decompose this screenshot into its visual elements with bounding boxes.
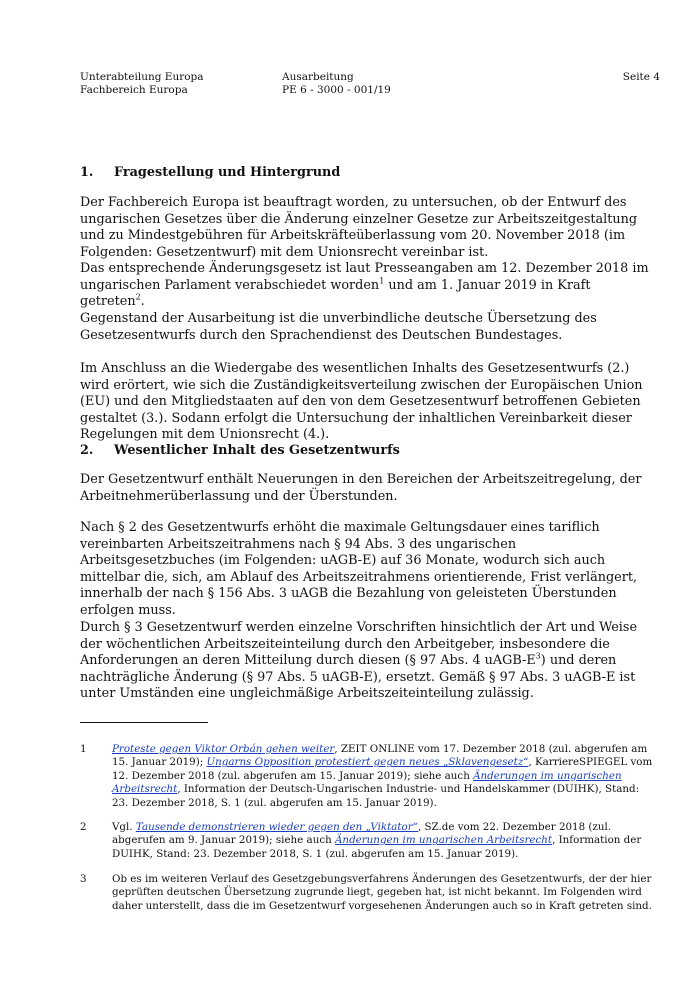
footnote-text xyxy=(112,821,653,861)
header-section: Fachbereich Europa xyxy=(80,84,188,96)
header-page-number: Seite 4 xyxy=(622,71,660,83)
footnote-ref-2[interactable]: 2 xyxy=(135,292,141,302)
section-2-paragraph-1 xyxy=(80,472,653,505)
footnote-number: 3 xyxy=(80,873,87,885)
section-1-number: 1. xyxy=(80,165,94,180)
footnote-1-link-spiegel[interactable]: Ungarns Opposition protestiert gegen neues „Sklavengesetz“ xyxy=(206,756,529,769)
section-2-number: 2. xyxy=(80,443,94,458)
paragraph-text: Der Fachbereich Europa ist beauftragt worden, zu untersuchen, ob der Entwurf des ungarischen Gesetzes über die Änderung einzelner Gesetze zur Arbeitszeitgestaltung und zu Mindestgebühren für Arbeitskräfteüberlassung vom 20. November 2018 (im Folgenden: Gesetzentwurf) mit dem Unionsrecht vereinbar ist. xyxy=(80,195,638,260)
section-1-paragraph-4 xyxy=(80,361,653,444)
footnote-2-link-sz[interactable]: Tausende demonstrieren wieder gegen den „Viktator“ xyxy=(135,821,418,833)
header-doc-type: Ausarbeitung xyxy=(282,71,354,83)
section-1-paragraph-1 xyxy=(80,195,653,261)
footnote-1-link-duihk[interactable]: Änderungen im ungarischen Arbeitsrecht xyxy=(112,769,622,796)
paragraph-text: Gegenstand der Ausarbeitung ist die unverbindliche deutsche Übersetzung des Gesetzesentwurfs durch den Sprachendienst des Deutschen Bundestages. xyxy=(80,311,597,343)
text-span: , KarriereSPIEGEL vom 12. Dezember 2018 (zul. abgerufen am 15. Januar 2019); siehe auch xyxy=(112,756,653,782)
text-span: Das entsprechende Änderungsgesetz ist laut Presseangaben am 12. Dezember 2018 im ungarischen Parlament verabschiedet worden xyxy=(80,261,649,293)
section-2-heading xyxy=(80,443,400,458)
text-span: ) und deren nachträgliche Änderung (§ 97 Abs. 5 uAGB-E), ersetzt. Gemäß § 97 Abs. 3 uAGB-E ist unter Umständen eine ungleichmäßige Arbeitszeiteinteilung zulässig. xyxy=(80,653,636,701)
section-2-paragraph-2 xyxy=(80,520,653,619)
footnote-divider xyxy=(80,722,208,723)
header-middle xyxy=(282,71,391,97)
paragraph-text: Nach § 2 des Gesetzentwurfs erhöht die maximale Geltungsdauer eines tariflich vereinbarten Arbeitszeitrahmens nach § 94 Abs. 3 des ungarischen Arbeitsgesetzbuches (im Folgenden: uAGB-E) auf 36 Monate, wodurch sich auch mittelbar die, sich, am Ablauf des Arbeitszeitrahmens orientierende, Frist verlängert, innerhalb der nach § 156 Abs. 3 uAGB die Bezahlung von geleisteten Überstunden erfolgen muss. xyxy=(80,520,638,618)
section-1-paragraph-3 xyxy=(80,311,653,344)
footnote-text: Ob es im weiteren Verlauf des Gesetzgebungsverfahrens Änderungen des Gesetzentwurfs, der der hier geprüften deutschen Übersetzung zugrunde liegt, gegeben hat, ist nicht bekannt. Im Folgenden wird daher unterstellt, dass die im Gesetzentwurf vorgesehenen Änderungen auch so in Kraft getreten sind. xyxy=(112,873,652,912)
paragraph-text xyxy=(80,620,653,703)
footnote-number: 2 xyxy=(80,821,87,833)
section-1-heading xyxy=(80,165,340,180)
section-1-title: Fragestellung und Hintergrund xyxy=(114,165,341,180)
header-doc-number: PE 6 - 3000 - 001/19 xyxy=(282,84,391,96)
footnote-ref-3[interactable]: 3 xyxy=(535,651,541,661)
section-1-paragraph-2 xyxy=(80,261,653,311)
text-span: . xyxy=(140,294,145,309)
header-department: Unterabteilung Europa xyxy=(80,71,204,83)
footnote-3 xyxy=(80,873,653,913)
paragraph-text: Der Gesetzentwurf enthält Neuerungen in den Bereichen der Arbeitszeitregelung, der Arbeitnehmerüberlassung und der Überstunden. xyxy=(80,472,642,504)
paragraph-text: Im Anschluss an die Wiedergabe des wesentlichen Inhalts des Gesetzesentwurfs (2.) wird erörtert, wie sich die Zuständigkeitsverteilung zwischen der Europäischen Union (EU) und den Mitgliedstaaten auf den von dem Gesetzesentwurf betroffenen Gebieten gestaltet (3.). Sodann erfolgt die Untersuchung der inhaltlichen Vereinbarkeit dieser Regelungen mit dem Unionsrecht (4.). xyxy=(80,361,643,442)
text-span: , ZEIT ONLINE vom 17. Dezember 2018 (zul. abgerufen am 15. Januar 2019); xyxy=(112,743,648,769)
footnote-1-link-zeit[interactable]: Proteste gegen Viktor Orbán gehen weiter xyxy=(112,743,335,755)
text-span: , SZ.de vom 22. Dezember 2018 (zul. abgerufen am 9. Januar 2019); siehe auch xyxy=(112,821,612,847)
paragraph-text xyxy=(80,261,653,311)
text-span: , Information der DUIHK, Stand: 23. Dezember 2018, S. 1 (zul. abgerufen am 15. Januar 2019). xyxy=(112,834,642,860)
footnote-2 xyxy=(80,821,653,861)
text-span: Vgl. xyxy=(112,821,136,833)
footnote-ref-1[interactable]: 1 xyxy=(379,276,385,286)
text-span: Durch § 3 Gesetzentwurf werden einzelne Vorschriften hinsichtlich der Art und Weise der wöchentlichen Arbeitszeiteinteilung durch den Arbeitgeber, insbesondere die Anforderungen an deren Mitteilung durch diesen (§ 97 Abs. 4 uAGB-E xyxy=(80,620,638,668)
footnote-1 xyxy=(80,743,653,810)
footnote-text xyxy=(112,743,653,810)
text-span: , Information der Deutsch-Ungarischen Industrie- und Handelskammer (DUIHK), Stand: 23. Dezember 2018, S. 1 (zul. abgerufen am 15. Januar 2019). xyxy=(112,783,640,809)
section-2-paragraph-3 xyxy=(80,620,653,703)
section-2-title: Wesentlicher Inhalt des Gesetzentwurfs xyxy=(114,443,400,458)
footnote-2-link-duihk[interactable]: Änderungen im ungarischen Arbeitsrecht xyxy=(335,834,553,847)
text-span: und am 1. Januar 2019 in Kraft getreten xyxy=(80,277,591,309)
header-left xyxy=(80,71,204,97)
footnote-number: 1 xyxy=(80,743,87,755)
